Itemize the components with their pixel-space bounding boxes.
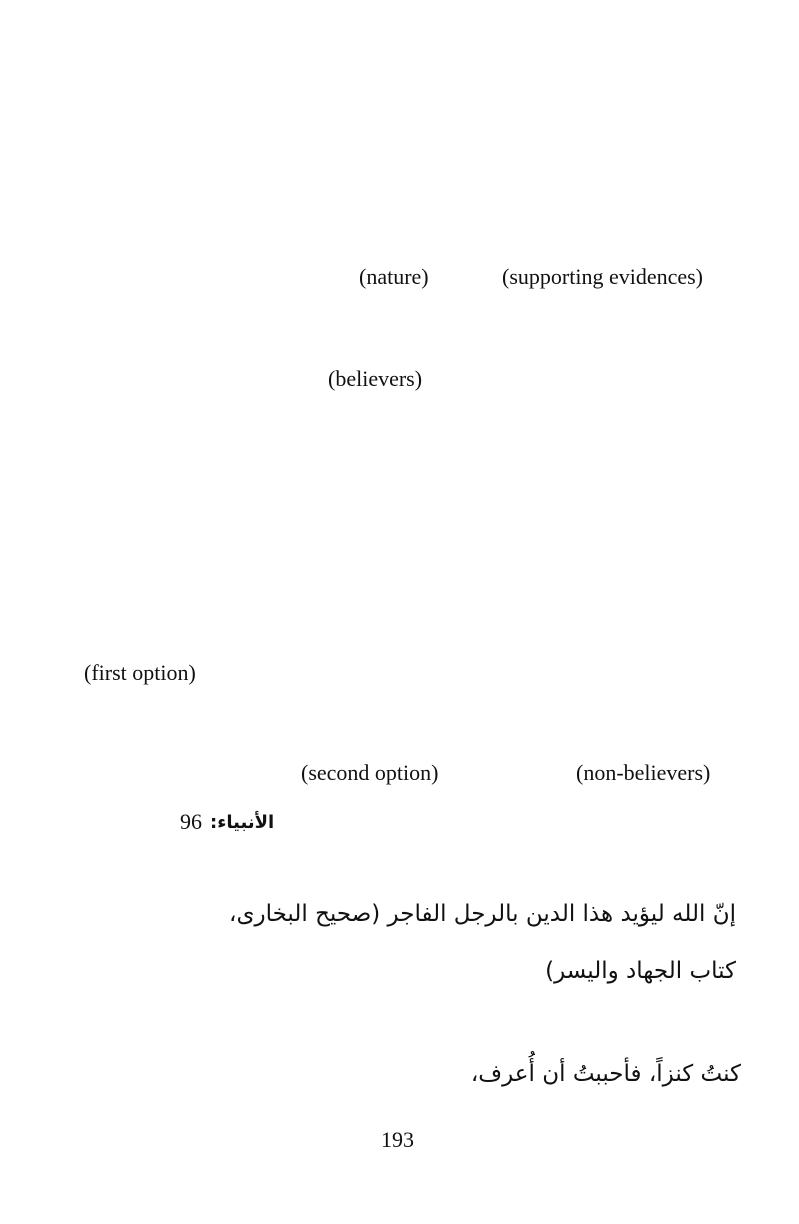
term-first-option: (first option) xyxy=(84,660,196,685)
term-supporting-evidences: (supporting evidences) xyxy=(502,264,703,289)
hadith-bukhari-line-1: إنّ الله ليؤيد هذا الدين بالرجل الفاجر (صحيح البخارى، xyxy=(229,901,736,927)
hadith-hidden-treasure-line-1: كنتُ كنزاً، فأحببتُ أن أُعرف، xyxy=(470,1061,741,1087)
term-nature: (nature) xyxy=(359,264,429,289)
term-second-option: (second option) xyxy=(301,760,439,785)
term-non-believers: (non-believers) xyxy=(576,760,711,785)
quran-reference-surah: الأنبياء: xyxy=(210,812,275,833)
term-believers: (believers) xyxy=(328,366,423,391)
quran-reference-verse: 96 xyxy=(180,809,202,834)
hadith-bukhari-line-2: كتاب الجهاد واليسر) xyxy=(545,958,736,984)
page-number: 193 xyxy=(381,1127,414,1152)
